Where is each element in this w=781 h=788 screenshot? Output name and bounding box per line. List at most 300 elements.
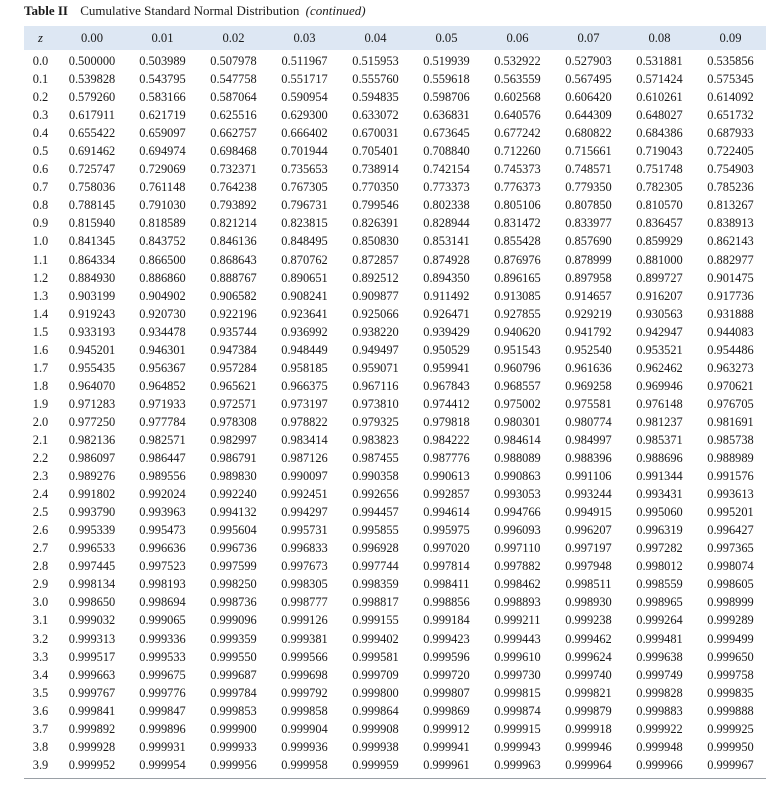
table-row <box>24 251 766 269</box>
z-value-cell: 0.4 <box>32 126 49 141</box>
probability-cell: 0.999749 <box>636 667 683 682</box>
probability-cell: 0.996833 <box>281 541 328 556</box>
probability-cell: 0.872857 <box>352 252 399 267</box>
z-value-cell: 2.1 <box>32 433 49 447</box>
probability-cell: 0.997814 <box>423 559 470 574</box>
probability-cell: 0.986791 <box>210 451 257 466</box>
probability-cell: 0.999858 <box>281 703 328 718</box>
probability-cell: 0.999784 <box>210 685 257 700</box>
probability-cell: 0.998605 <box>707 577 754 592</box>
probability-cell: 0.988696 <box>636 451 683 466</box>
probability-cell: 0.999238 <box>565 613 612 628</box>
probability-cell: 0.988089 <box>494 451 541 466</box>
probability-cell: 0.633072 <box>352 108 399 123</box>
z-value-cell: 0.2 <box>32 90 49 105</box>
probability-cell: 0.983414 <box>281 433 328 447</box>
probability-cell: 0.997197 <box>565 541 612 556</box>
probability-cell: 0.994766 <box>494 505 541 520</box>
z-value-cell: 1.8 <box>32 378 49 393</box>
probability-cell: 0.990613 <box>423 469 470 484</box>
probability-cell: 0.977250 <box>68 414 116 429</box>
table-row <box>24 287 766 305</box>
probability-cell: 0.998411 <box>423 577 470 592</box>
z-value-cell: 3.1 <box>32 613 49 628</box>
normal-distribution-table <box>24 26 766 774</box>
column-header: 0.02 <box>222 30 245 45</box>
probability-cell: 0.999402 <box>352 631 399 646</box>
probability-cell: 0.997599 <box>210 559 257 574</box>
table-row <box>24 341 766 359</box>
probability-cell: 0.951543 <box>494 342 541 357</box>
probability-cell: 0.993244 <box>565 487 612 502</box>
probability-cell: 0.796731 <box>281 198 328 213</box>
probability-cell: 0.999065 <box>139 613 186 628</box>
z-value-cell: 2.6 <box>32 523 49 538</box>
probability-cell: 0.996533 <box>68 541 116 556</box>
probability-cell: 0.995339 <box>68 523 116 538</box>
probability-cell: 0.776373 <box>494 180 541 195</box>
probability-cell: 0.997110 <box>494 541 541 556</box>
probability-cell: 0.989830 <box>210 469 257 484</box>
probability-cell: 0.876976 <box>494 252 541 267</box>
probability-cell: 0.930563 <box>636 306 683 321</box>
probability-cell: 0.888767 <box>210 270 257 285</box>
probability-cell: 0.896165 <box>494 270 541 285</box>
probability-cell: 0.735653 <box>281 162 328 177</box>
column-header: 0.07 <box>577 30 600 45</box>
table-row <box>24 557 766 575</box>
probability-cell: 0.999912 <box>423 721 470 736</box>
table-caption <box>24 3 366 19</box>
probability-cell: 0.996427 <box>707 523 754 538</box>
probability-cell: 0.941792 <box>565 324 612 339</box>
probability-cell: 0.998817 <box>352 595 399 610</box>
probability-cell: 0.680822 <box>565 126 612 141</box>
probability-cell: 0.999126 <box>281 613 328 628</box>
table-row <box>24 232 766 250</box>
probability-cell: 0.532922 <box>494 54 541 69</box>
table-title: Cumulative Standard Normal Distribution <box>80 3 300 18</box>
probability-cell: 0.868643 <box>210 252 257 267</box>
column-header-z: z <box>38 30 43 45</box>
probability-cell: 0.999948 <box>636 739 683 754</box>
table-row <box>24 666 766 684</box>
probability-cell: 0.986447 <box>139 451 186 466</box>
probability-cell: 0.998511 <box>565 577 612 592</box>
probability-cell: 0.892512 <box>352 270 399 285</box>
probability-cell: 0.995473 <box>139 523 186 538</box>
z-value-cell: 3.6 <box>32 703 49 718</box>
probability-cell: 0.999847 <box>139 703 186 718</box>
probability-cell: 0.999730 <box>494 667 541 682</box>
probability-cell: 0.999936 <box>281 739 328 754</box>
probability-cell: 0.992240 <box>210 487 257 502</box>
probability-cell: 0.999835 <box>707 685 754 700</box>
table-row <box>24 196 766 214</box>
z-value-cell: 1.9 <box>32 396 49 411</box>
table-row <box>24 684 766 702</box>
z-value-cell: 0.3 <box>32 108 49 123</box>
probability-cell: 0.978308 <box>210 414 257 429</box>
probability-cell: 0.967843 <box>423 378 470 393</box>
probability-cell: 0.977784 <box>139 414 186 429</box>
z-value-cell: 3.5 <box>32 685 49 700</box>
probability-cell: 0.917736 <box>707 288 754 303</box>
z-value-cell: 2.9 <box>32 577 49 592</box>
probability-cell: 0.758036 <box>68 180 116 195</box>
probability-cell: 0.617911 <box>68 108 115 123</box>
probability-cell: 0.994915 <box>565 505 612 520</box>
z-value-cell: 0.9 <box>32 216 49 231</box>
probability-cell: 0.606420 <box>565 90 612 105</box>
probability-cell: 0.821214 <box>210 216 257 231</box>
probability-cell: 0.998250 <box>210 577 257 592</box>
probability-cell: 0.964852 <box>139 378 186 393</box>
probability-cell: 0.610261 <box>636 90 683 105</box>
probability-cell: 0.969946 <box>636 378 683 393</box>
probability-cell: 0.559618 <box>423 72 470 87</box>
probability-cell: 0.993963 <box>139 505 186 520</box>
table-row <box>24 377 766 395</box>
probability-cell: 0.992451 <box>281 487 328 502</box>
probability-cell: 0.999925 <box>707 721 754 736</box>
probability-cell: 0.805106 <box>494 198 541 213</box>
probability-cell: 0.563559 <box>494 72 541 87</box>
probability-cell: 0.999596 <box>423 649 470 664</box>
probability-cell: 0.976705 <box>707 396 754 411</box>
probability-cell: 0.946301 <box>139 342 186 357</box>
probability-cell: 0.995201 <box>707 505 754 520</box>
column-header: 0.03 <box>293 30 316 45</box>
probability-cell: 0.712260 <box>494 144 541 159</box>
probability-cell: 0.967116 <box>352 378 399 393</box>
probability-cell: 0.997523 <box>139 559 186 574</box>
probability-cell: 0.985738 <box>707 433 754 447</box>
probability-cell: 0.997744 <box>352 559 399 574</box>
probability-cell: 0.999675 <box>139 667 186 682</box>
probability-cell: 0.996928 <box>352 541 399 556</box>
z-value-cell: 0.0 <box>32 54 49 69</box>
probability-cell: 0.651732 <box>707 108 754 123</box>
probability-cell: 0.985371 <box>636 433 683 447</box>
table-row <box>24 575 766 593</box>
probability-cell: 0.973197 <box>281 396 328 411</box>
table-row <box>24 214 766 232</box>
probability-cell: 0.890651 <box>281 270 328 285</box>
column-header: 0.04 <box>364 30 387 45</box>
probability-cell: 0.846136 <box>210 234 257 249</box>
table-row <box>24 160 766 178</box>
probability-cell: 0.999956 <box>210 757 257 772</box>
z-value-cell: 1.1 <box>32 252 49 267</box>
probability-cell: 0.590954 <box>281 90 328 105</box>
probability-cell: 0.998012 <box>636 559 683 574</box>
probability-cell: 0.519939 <box>423 54 470 69</box>
probability-cell: 0.878999 <box>565 252 612 267</box>
probability-cell: 0.988989 <box>707 451 754 466</box>
table-row <box>24 359 766 377</box>
probability-cell: 0.770350 <box>352 180 399 195</box>
probability-cell: 0.810570 <box>636 198 683 213</box>
probability-cell: 0.966375 <box>281 378 328 393</box>
probability-cell: 0.975581 <box>565 396 612 411</box>
table-row <box>24 539 766 557</box>
probability-cell: 0.866500 <box>139 252 186 267</box>
column-header: 0.06 <box>506 30 529 45</box>
probability-cell: 0.659097 <box>139 126 186 141</box>
probability-cell: 0.997948 <box>565 559 612 574</box>
probability-cell: 0.981237 <box>636 414 683 429</box>
probability-cell: 0.705401 <box>352 144 399 159</box>
z-value-cell: 3.9 <box>32 757 49 772</box>
probability-cell: 0.621719 <box>139 108 186 123</box>
table-row <box>24 611 766 629</box>
probability-cell: 0.999709 <box>352 667 399 682</box>
probability-cell: 0.999874 <box>494 703 541 718</box>
probability-cell: 0.999032 <box>68 613 116 628</box>
probability-cell: 0.999807 <box>423 685 470 700</box>
probability-cell: 0.997365 <box>707 541 754 556</box>
table-row <box>24 431 766 449</box>
probability-cell: 0.751748 <box>636 162 683 177</box>
z-value-cell: 0.5 <box>32 144 49 159</box>
probability-cell: 0.571424 <box>636 72 683 87</box>
table-row <box>24 648 766 666</box>
table-row <box>24 738 766 756</box>
probability-cell: 0.916207 <box>636 288 683 303</box>
probability-cell: 0.993790 <box>68 505 116 520</box>
probability-cell: 0.999533 <box>139 649 186 664</box>
probability-cell: 0.982997 <box>210 433 257 447</box>
probability-cell: 0.993431 <box>636 487 683 502</box>
probability-cell: 0.999624 <box>565 649 612 664</box>
probability-cell: 0.991802 <box>68 487 116 502</box>
probability-cell: 0.802338 <box>423 198 470 213</box>
probability-cell: 0.999908 <box>352 721 399 736</box>
probability-cell: 0.998856 <box>423 595 470 610</box>
probability-cell: 0.999381 <box>281 631 328 646</box>
probability-cell: 0.999758 <box>707 667 754 682</box>
probability-cell: 0.999815 <box>494 685 541 700</box>
probability-cell: 0.935744 <box>210 324 257 339</box>
probability-cell: 0.911492 <box>423 288 470 303</box>
probability-cell: 0.998736 <box>210 595 257 610</box>
probability-cell: 0.954486 <box>707 342 754 357</box>
z-value-cell: 1.0 <box>32 234 49 249</box>
probability-cell: 0.949497 <box>352 342 399 357</box>
probability-cell: 0.897958 <box>565 270 612 285</box>
probability-cell: 0.614092 <box>707 90 754 105</box>
probability-cell: 0.947384 <box>210 342 257 357</box>
table-row <box>24 630 766 648</box>
probability-cell: 0.507978 <box>210 54 257 69</box>
probability-cell: 0.999967 <box>707 757 754 772</box>
probability-cell: 0.543795 <box>139 72 186 87</box>
table-row <box>24 142 766 160</box>
probability-cell: 0.960796 <box>494 360 541 375</box>
probability-cell: 0.539828 <box>68 72 116 87</box>
table-row <box>24 178 766 196</box>
probability-cell: 0.999211 <box>494 613 541 628</box>
probability-cell: 0.972571 <box>210 396 257 411</box>
probability-cell: 0.981691 <box>707 414 754 429</box>
probability-cell: 0.959071 <box>352 360 399 375</box>
table-row <box>24 521 766 539</box>
probability-cell: 0.970621 <box>707 378 754 393</box>
probability-cell: 0.785236 <box>707 180 754 195</box>
probability-cell: 0.998134 <box>68 577 116 592</box>
probability-cell: 0.874928 <box>423 252 470 267</box>
probability-cell: 0.989556 <box>139 469 186 484</box>
probability-cell: 0.999517 <box>68 649 116 664</box>
column-header: 0.08 <box>648 30 671 45</box>
probability-cell: 0.955435 <box>68 360 116 375</box>
probability-cell: 0.999663 <box>68 667 116 682</box>
z-value-cell: 1.3 <box>32 288 49 303</box>
probability-cell: 0.982136 <box>68 433 116 447</box>
probability-cell: 0.729069 <box>139 162 186 177</box>
probability-cell: 0.738914 <box>352 162 399 177</box>
probability-cell: 0.691462 <box>68 144 116 159</box>
z-value-cell: 0.1 <box>32 72 49 87</box>
probability-cell: 0.904902 <box>139 288 186 303</box>
probability-cell: 0.999888 <box>707 703 754 718</box>
table-row <box>24 50 766 70</box>
probability-cell: 0.999776 <box>139 685 186 700</box>
probability-cell: 0.773373 <box>423 180 470 195</box>
column-header: 0.05 <box>435 30 458 45</box>
probability-cell: 0.999961 <box>423 757 470 772</box>
probability-cell: 0.687933 <box>707 126 754 141</box>
probability-cell: 0.914657 <box>565 288 612 303</box>
probability-cell: 0.958185 <box>281 360 328 375</box>
probability-cell: 0.997445 <box>68 559 116 574</box>
probability-cell: 0.979818 <box>423 414 470 429</box>
probability-cell: 0.999933 <box>210 739 257 754</box>
probability-cell: 0.694974 <box>139 144 186 159</box>
probability-cell: 0.999864 <box>352 703 399 718</box>
probability-cell: 0.999481 <box>636 631 683 646</box>
probability-cell: 0.999879 <box>565 703 612 718</box>
probability-cell: 0.999963 <box>494 757 541 772</box>
probability-cell: 0.535856 <box>707 54 754 69</box>
z-value-cell: 3.2 <box>32 631 49 646</box>
probability-cell: 0.807850 <box>565 198 612 213</box>
probability-cell: 0.978822 <box>281 414 328 429</box>
probability-cell: 0.708840 <box>423 144 470 159</box>
probability-cell: 0.998930 <box>565 595 612 610</box>
probability-cell: 0.636831 <box>423 108 470 123</box>
probability-cell: 0.644309 <box>565 108 612 123</box>
probability-cell: 0.793892 <box>210 198 257 213</box>
probability-cell: 0.823815 <box>281 216 328 231</box>
probability-cell: 0.999922 <box>636 721 683 736</box>
probability-cell: 0.673645 <box>423 126 470 141</box>
probability-cell: 0.999550 <box>210 649 257 664</box>
probability-cell: 0.648027 <box>636 108 683 123</box>
table-row <box>24 503 766 521</box>
probability-cell: 0.979325 <box>352 414 399 429</box>
probability-cell: 0.899727 <box>636 270 683 285</box>
probability-cell: 0.936992 <box>281 324 328 339</box>
probability-cell: 0.859929 <box>636 234 683 249</box>
probability-cell: 0.993053 <box>494 487 541 502</box>
probability-cell: 0.998462 <box>494 577 541 592</box>
probability-cell: 0.940620 <box>494 324 541 339</box>
probability-cell: 0.998893 <box>494 595 541 610</box>
probability-cell: 0.993613 <box>707 487 754 502</box>
probability-cell: 0.956367 <box>139 360 186 375</box>
probability-cell: 0.996636 <box>139 541 186 556</box>
probability-cell: 0.999698 <box>281 667 328 682</box>
probability-cell: 0.923641 <box>281 306 328 321</box>
probability-cell: 0.684386 <box>636 126 683 141</box>
z-value-cell: 3.4 <box>32 667 49 682</box>
probability-cell: 0.998559 <box>636 577 683 592</box>
probability-cell: 0.701944 <box>281 144 328 159</box>
probability-cell: 0.975002 <box>494 396 541 411</box>
probability-cell: 0.901475 <box>707 270 754 285</box>
probability-cell: 0.999904 <box>281 721 328 736</box>
table-row <box>24 702 766 720</box>
probability-cell: 0.799546 <box>352 198 399 213</box>
table-row <box>24 124 766 142</box>
probability-cell: 0.999423 <box>423 631 470 646</box>
probability-cell: 0.980301 <box>494 414 541 429</box>
z-value-cell: 0.6 <box>32 162 49 177</box>
probability-cell: 0.857690 <box>565 234 612 249</box>
probability-cell: 0.999155 <box>352 613 399 628</box>
probability-cell: 0.990358 <box>352 469 399 484</box>
probability-cell: 0.991576 <box>707 469 754 484</box>
probability-cell: 0.965621 <box>210 378 257 393</box>
probability-cell: 0.555760 <box>352 72 399 87</box>
probability-cell: 0.961636 <box>565 360 612 375</box>
probability-cell: 0.999958 <box>281 757 328 772</box>
probability-cell: 0.999581 <box>352 649 399 664</box>
probability-cell: 0.999931 <box>139 739 186 754</box>
probability-cell: 0.929219 <box>565 306 612 321</box>
probability-cell: 0.722405 <box>707 144 754 159</box>
probability-cell: 0.999289 <box>707 613 754 628</box>
column-header: 0.01 <box>151 30 174 45</box>
probability-cell: 0.995855 <box>352 523 399 538</box>
z-value-cell: 3.0 <box>32 595 49 610</box>
probability-cell: 0.994132 <box>210 505 257 520</box>
probability-cell: 0.500000 <box>68 54 116 69</box>
probability-cell: 0.945201 <box>68 342 116 357</box>
probability-cell: 0.934478 <box>139 324 186 339</box>
probability-cell: 0.999853 <box>210 703 257 718</box>
probability-cell: 0.998359 <box>352 577 399 592</box>
probability-cell: 0.999918 <box>565 721 612 736</box>
probability-cell: 0.973810 <box>352 396 399 411</box>
probability-cell: 0.853141 <box>423 234 470 249</box>
probability-cell: 0.833977 <box>565 216 612 231</box>
probability-cell: 0.527903 <box>565 54 612 69</box>
probability-cell: 0.998305 <box>281 577 328 592</box>
probability-cell: 0.999792 <box>281 685 328 700</box>
probability-cell: 0.919243 <box>68 306 116 321</box>
table-row <box>24 449 766 467</box>
probability-cell: 0.988396 <box>565 451 612 466</box>
probability-cell: 0.779350 <box>565 180 612 195</box>
probability-cell: 0.999650 <box>707 649 754 664</box>
table-row <box>24 467 766 485</box>
probability-cell: 0.999828 <box>636 685 683 700</box>
probability-cell: 0.926471 <box>423 306 470 321</box>
probability-cell: 0.925066 <box>352 306 399 321</box>
